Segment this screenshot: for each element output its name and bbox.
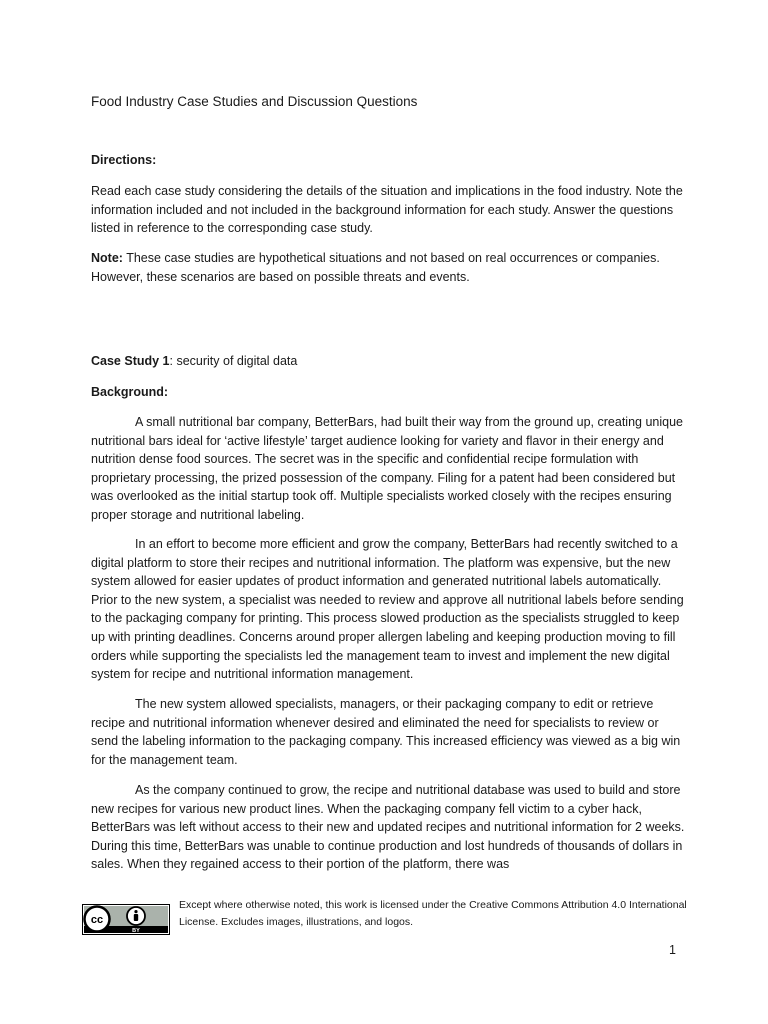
directions-heading: Directions: (91, 153, 157, 167)
case-study-heading (91, 354, 297, 368)
directions-text: Read each case study considering the details of the situation and implications in the food industry. Note the information included and not included in the background information for each study. Answer the questions listed in reference to the corresponding case study. (91, 184, 683, 236)
note-paragraph (91, 249, 686, 286)
license-footer (82, 897, 687, 941)
case-study-label: Case Study 1 (91, 354, 170, 368)
document-title: Food Industry Case Studies and Discussion Questions (91, 94, 418, 109)
page-number: 1 (669, 943, 676, 957)
background-paragraph: A small nutritional bar company, BetterBars, had built their way from the ground up, creating unique nutritional bars ideal for ‘active lifestyle’ target audience looking for variety and flavor in their energy and nutrition dense food sources. The secret was in the specific and confidential recipe formulation with proprietary processing, the prized possession of the company. Filing for a patent had been considered but was overlooked as the initial startup took off. Multiple specialists worked closely with the recipes ensuring proper storage and nutritional labeling. (91, 415, 683, 522)
svg-text:cc: cc (90, 914, 104, 926)
note-text: These case studies are hypothetical situations and not based on real occurrences or companies. However, these scenarios are based on possible threats and events. (91, 251, 660, 284)
license-badge-label: BY (132, 928, 140, 934)
background-heading: Background: (91, 385, 169, 399)
creative-commons-by-icon (82, 904, 170, 935)
background-paragraph: As the company continued to grow, the recipe and nutritional database was used to build and store new recipes for various new product lines. When the packaging company fell victim to a cyber hack, BetterBars was left without access to their new and updated recipes and nutritional information for 2 weeks. During this time, BetterBars was unable to continue production and lost hundreds of thousands of dollars in sales. When they regained access to their portion of the platform, there was (91, 783, 685, 872)
note-label: Note: (91, 251, 123, 265)
background-paragraph: The new system allowed specialists, managers, or their packaging company to edit or retrieve recipe and nutritional information whenever desired and eliminated the need for specialists to review or send the labeling information to the packaging company. This increased efficiency was viewed as a big win for the management team. (91, 697, 681, 767)
background-paragraph: In an effort to become more efficient and grow the company, BetterBars had recently switched to a digital platform to store their recipes and nutritional information. The platform was expensive, but the new system allowed for easier updates of product information and generated nutritional labels automatically. Prior to the new system, a specialist was needed to review and approve all nutritional labels before sending to the packaging company for printing. This process slowed production as the specialists struggled to keep up with printing deadlines. Concerns around proper allergen labeling and keeping production moving to fill orders while supporting the specialists led the management team to invest and implement the new digital system for recipe and nutritional information management. (91, 537, 684, 682)
case-study-title: : security of digital data (169, 354, 298, 368)
license-notice: Except where otherwise noted, this work is licensed under the Creative Commons Attribution 4.0 International License. Excludes images, illustrations, and logos. (179, 899, 687, 928)
